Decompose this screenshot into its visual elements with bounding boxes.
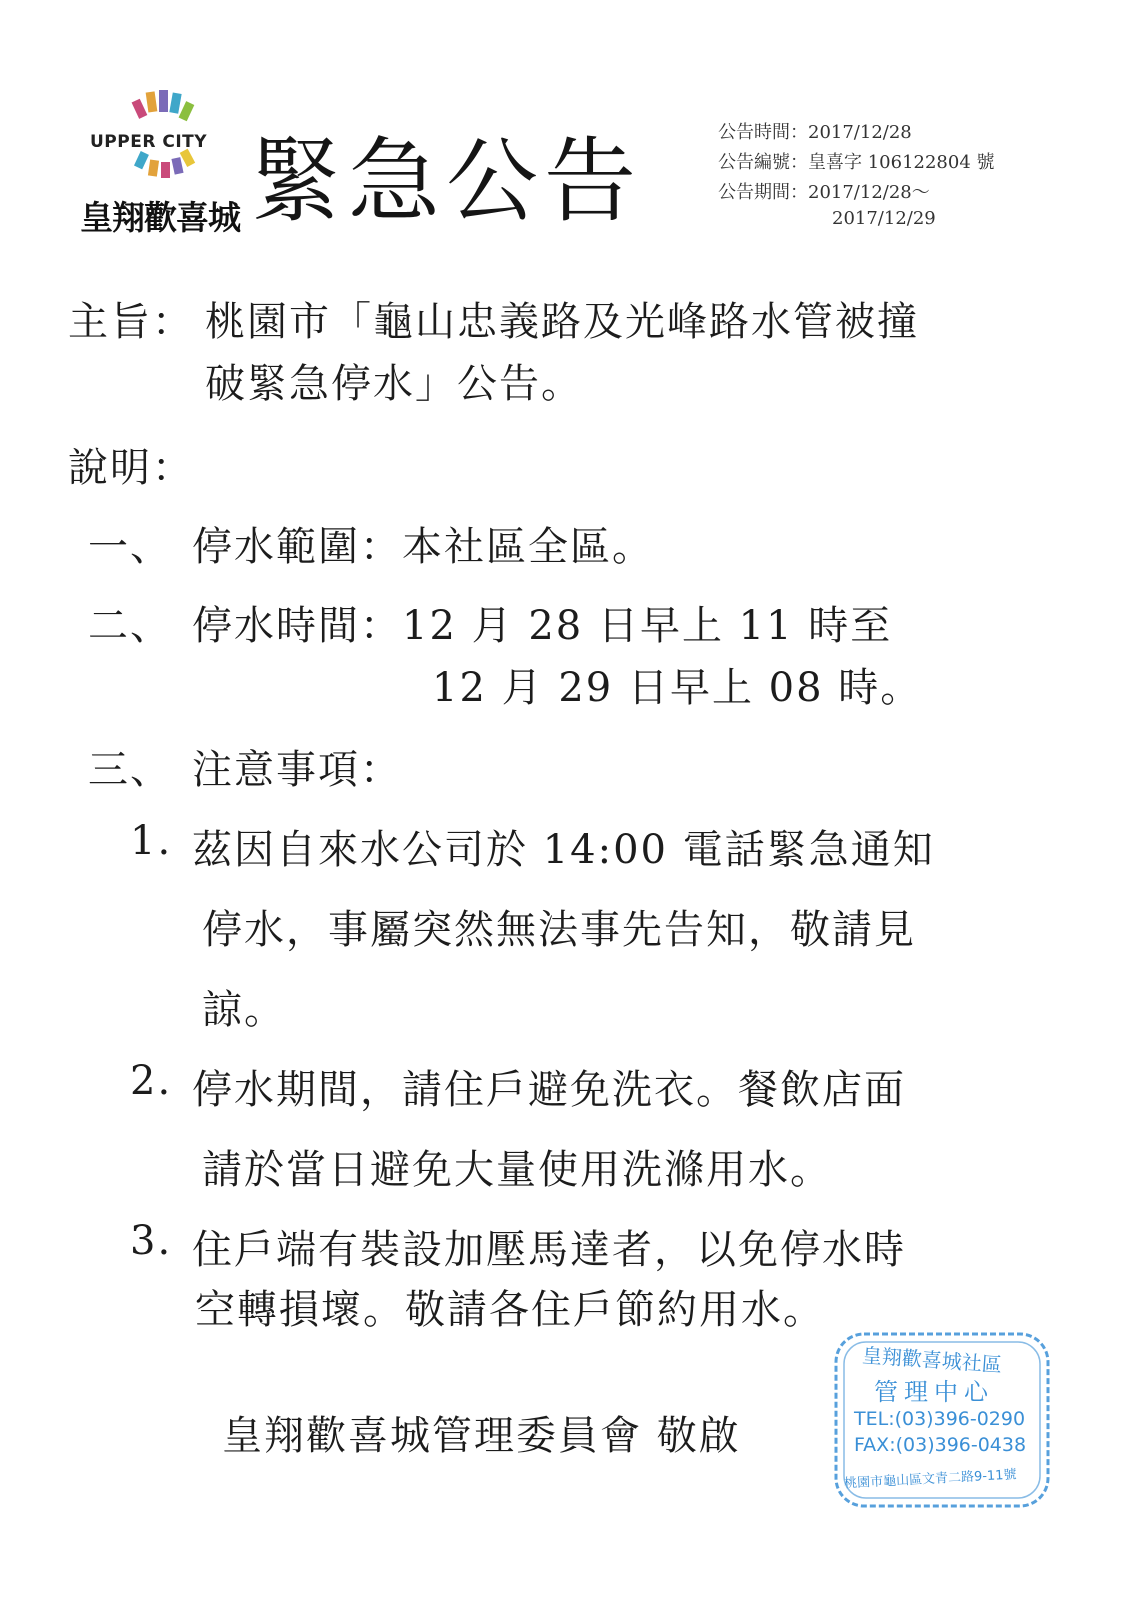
announcement-number: 公告編號：皇喜字 106122804 號 — [718, 152, 995, 173]
note-1-line-2: 停水，事屬突然無法事先告知，敬請見 — [202, 907, 916, 953]
note-2-line-1: 停水期間，請住戶避免洗衣。餐飲店面 — [192, 1067, 906, 1113]
explanation-label: 說明： — [68, 445, 194, 491]
stamp-mid-text: 管理中心 — [874, 1378, 994, 1406]
announcement-time: 公告時間：2017/12/28 — [718, 122, 912, 143]
note-3-line-1: 住戶端有裝設加壓馬達者，以免停水時 — [192, 1227, 906, 1273]
page-title: 緊急公告 — [250, 128, 643, 235]
item-two-text-1: 停水時間：12 月 28 日早上 11 時至 — [192, 603, 893, 649]
item-three-text: 注意事項： — [192, 747, 402, 793]
stamp-address: 桃園市龜山區文青二路9-11號 — [843, 1467, 1017, 1492]
note-1-line-3: 諒。 — [202, 987, 286, 1033]
signature: 皇翔歡喜城管理委員會 敬啟 — [222, 1413, 741, 1459]
stamp-top-text: 皇翔歡喜城社區 — [861, 1343, 1003, 1377]
item-one-number: 一、 — [88, 524, 172, 570]
community-logo — [72, 90, 242, 250]
logo-brand-en: UPPER CITY — [90, 132, 208, 152]
subject-label: 主旨： — [68, 299, 194, 345]
item-three-number: 三、 — [88, 747, 172, 793]
announcement-period-end: 2017/12/29 — [832, 208, 936, 229]
item-one-text: 停水範圍：本社區全區。 — [192, 524, 654, 570]
subject-line-2: 破緊急停水」公告。 — [205, 361, 583, 407]
management-office-stamp — [832, 1330, 1052, 1510]
note-1-line-1: 茲因自來水公司於 14:00 電話緊急通知 — [192, 827, 935, 873]
stamp-tel: TEL:(03)396-0290 — [854, 1408, 1026, 1430]
note-2-line-2: 請於當日避免大量使用洗滌用水。 — [202, 1147, 832, 1193]
announcement-period: 公告期間：2017/12/28～ — [718, 182, 930, 203]
stamp-fax: FAX:(03)396-0438 — [854, 1434, 1027, 1456]
item-two-text-2: 12 月 29 日早上 08 時。 — [432, 665, 923, 711]
note-1-number: 1. — [130, 818, 173, 864]
note-2-number: 2. — [130, 1058, 173, 1104]
item-two-number: 二、 — [88, 603, 172, 649]
logo-brand-cn: 皇翔歡喜城 — [80, 198, 240, 237]
note-3-number: 3. — [130, 1218, 173, 1264]
subject-line-1: 桃園市「龜山忠義路及光峰路水管被撞 — [205, 299, 919, 345]
note-3-line-2: 空轉損壞。敬請各住戶節約用水。 — [195, 1287, 825, 1333]
